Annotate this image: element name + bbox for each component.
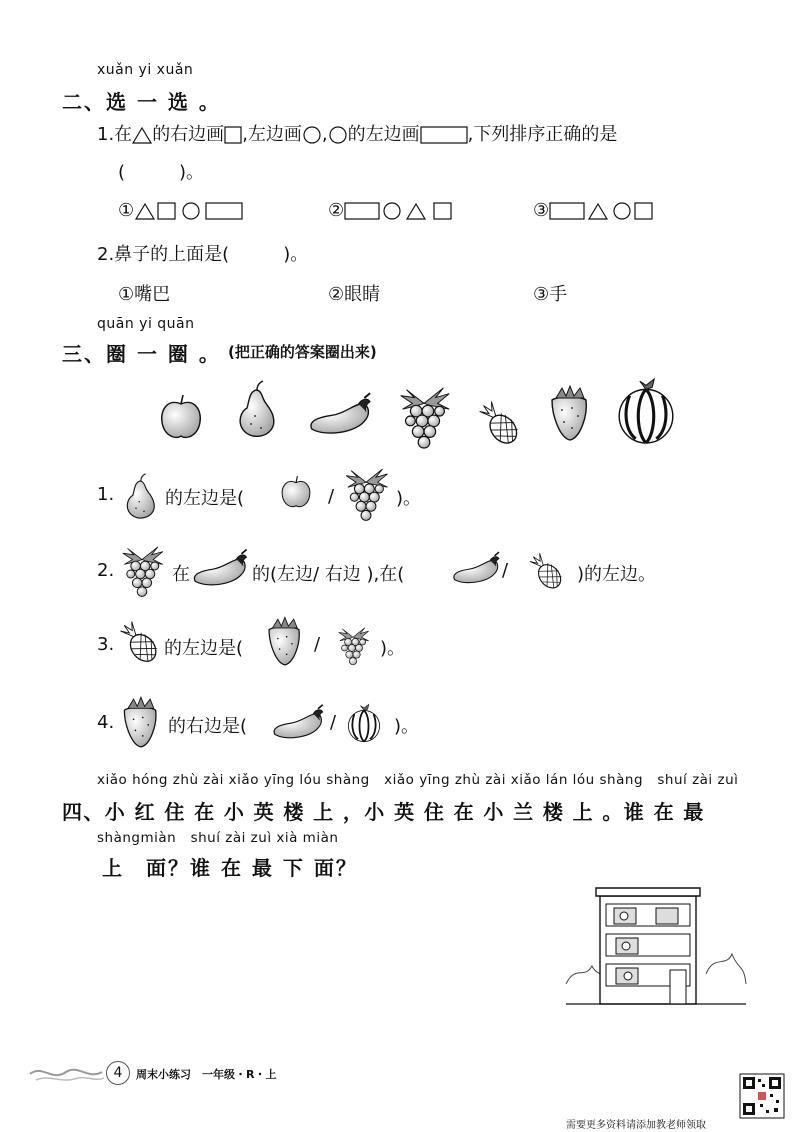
option-3[interactable] bbox=[533, 200, 655, 221]
section2-pinyin: xuǎn yi xuǎn bbox=[97, 62, 194, 78]
grapes-icon[interactable] bbox=[340, 464, 392, 522]
square-icon bbox=[156, 202, 178, 220]
grapes-image bbox=[393, 382, 455, 450]
section4-line-1: 四、小 红 住 在 小 英 楼 上 ，小 英 住 在 小 兰 楼 上 。谁 在 最 bbox=[62, 800, 705, 824]
triangle-icon bbox=[585, 202, 611, 220]
q1-answer-paren: ( )。 bbox=[118, 162, 205, 183]
section3-subtitle: (把正确的答案圈出来) bbox=[228, 343, 377, 361]
option-2[interactable] bbox=[328, 200, 454, 221]
rectangle-icon bbox=[204, 202, 244, 220]
grapes-icon bbox=[117, 542, 167, 598]
apple-icon[interactable] bbox=[278, 474, 314, 510]
footer-wave-decoration bbox=[30, 1060, 110, 1086]
triangle-icon bbox=[134, 202, 156, 220]
q3-4-slash: / bbox=[330, 712, 337, 733]
watermelon-icon[interactable] bbox=[346, 702, 382, 744]
eggplant-icon bbox=[190, 548, 250, 588]
q1-text-f: ,下列排序正确的是 bbox=[467, 124, 618, 145]
apartment-building-image bbox=[566, 884, 746, 1006]
option-3-label: ③ bbox=[533, 200, 550, 221]
option-1-label: ① bbox=[118, 200, 135, 221]
q1-text-d: , bbox=[321, 124, 328, 145]
grapes-icon[interactable] bbox=[333, 624, 373, 666]
pineapple-icon[interactable] bbox=[526, 552, 566, 592]
q3-2-number: 2. bbox=[97, 560, 115, 581]
q3-2-close: )的左边。 bbox=[577, 564, 657, 585]
q1-text-c: ,左边画 bbox=[242, 124, 302, 145]
q3-1-number: 1. bbox=[97, 484, 115, 505]
book-title: 周末小练习 一年级・R・上 bbox=[136, 1068, 277, 1081]
q1-text-e: 的左边画 bbox=[347, 124, 420, 145]
qr-note: 需要更多资料请添加教老师领取 bbox=[566, 1120, 706, 1131]
section3-pinyin: quān yi quān bbox=[97, 316, 195, 332]
q1-text-a: 1.在 bbox=[97, 124, 133, 145]
q3-4-close: )。 bbox=[394, 716, 420, 737]
circle-icon bbox=[178, 202, 204, 220]
pear-image bbox=[231, 379, 281, 441]
q1-text-b: 的右边画 bbox=[152, 124, 225, 145]
q2-option-3[interactable]: ③手 bbox=[533, 284, 568, 305]
pineapple-image bbox=[475, 400, 523, 448]
square-icon bbox=[633, 202, 655, 220]
section4-line-2: 上 面？谁 在 最 下 面？ bbox=[102, 856, 358, 880]
q3-4-number: 4. bbox=[97, 712, 115, 733]
q3-3-slash: / bbox=[314, 634, 321, 655]
q2-option-2[interactable]: ②眼睛 bbox=[328, 284, 381, 305]
section4-pinyin-2: shàngmiàn shuí zài zuì xià miàn bbox=[97, 830, 339, 846]
triangle-icon bbox=[132, 126, 152, 144]
triangle-icon bbox=[404, 202, 428, 220]
q3-2-in: 在 bbox=[172, 564, 190, 585]
q3-1-slash: / bbox=[328, 486, 335, 507]
q2-option-1[interactable]: ①嘴巴 bbox=[118, 284, 171, 305]
q3-2-text: 的(左边/ 右边 ),在( bbox=[252, 564, 405, 585]
question-2-1 bbox=[97, 120, 617, 146]
circle-icon bbox=[611, 202, 633, 220]
circle-icon bbox=[302, 126, 322, 144]
q3-3-close: )。 bbox=[380, 638, 406, 659]
q3-2-slash: / bbox=[502, 560, 509, 581]
question-2-2: 2.鼻子的上面是( )。 bbox=[97, 244, 309, 265]
eggplant-icon[interactable] bbox=[270, 702, 326, 742]
option-1[interactable] bbox=[118, 200, 244, 221]
section2-title: 二、选 一 选 。 bbox=[62, 90, 221, 114]
square-icon bbox=[428, 202, 454, 220]
pear-icon bbox=[120, 468, 160, 526]
strawberry-image bbox=[544, 384, 594, 444]
q3-4-text: 的右边是( bbox=[168, 716, 248, 737]
q3-3-text: 的左边是( bbox=[164, 638, 244, 659]
option-2-label: ② bbox=[328, 200, 345, 221]
section4-pinyin-1: xiǎo hóng zhù zài xiǎo yīng lóu shàng xiǎo yīng zhù zài xiǎo lán lóu shàng shuí zài zuì bbox=[97, 772, 739, 788]
eggplant-image bbox=[306, 392, 374, 436]
square-icon bbox=[224, 126, 242, 144]
eggplant-icon[interactable] bbox=[450, 550, 502, 586]
rectangle-icon bbox=[344, 202, 380, 220]
qr-code-image bbox=[740, 1074, 784, 1118]
watermelon-image bbox=[615, 377, 677, 445]
apple-image bbox=[156, 392, 206, 442]
pineapple-icon bbox=[116, 620, 162, 666]
strawberry-icon[interactable] bbox=[262, 614, 306, 670]
section3-title: 三、圈 一 圈 。 bbox=[62, 342, 221, 366]
rectangle-icon bbox=[420, 126, 468, 144]
page-number: 4 bbox=[106, 1061, 130, 1085]
circle-icon bbox=[380, 202, 404, 220]
rectangle-icon bbox=[549, 202, 585, 220]
q3-1-text: 的左边是( bbox=[165, 488, 245, 509]
q3-1-close: )。 bbox=[396, 488, 422, 509]
q3-3-number: 3. bbox=[97, 634, 115, 655]
circle-icon bbox=[328, 126, 348, 144]
strawberry-icon bbox=[117, 694, 163, 752]
